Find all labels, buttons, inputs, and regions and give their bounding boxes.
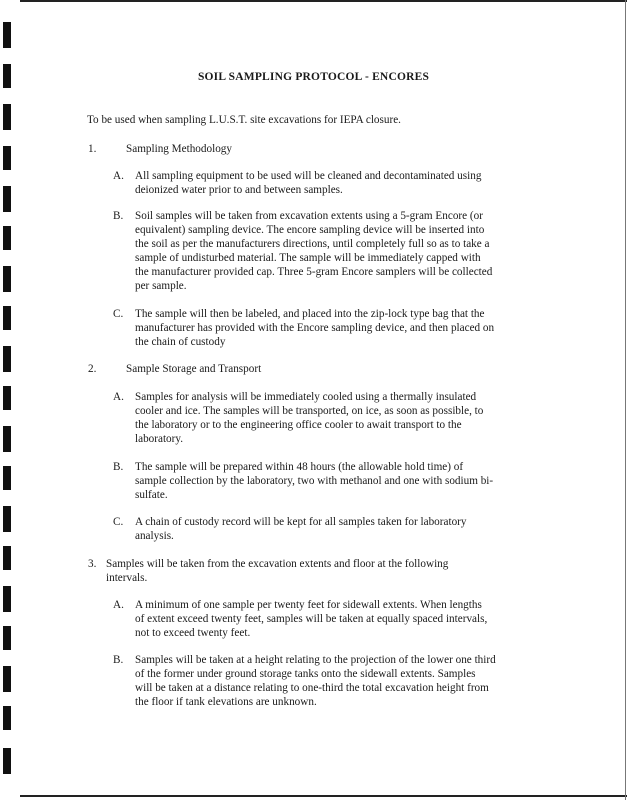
text-line: sulfate. [135, 489, 168, 501]
binder-hole-mark [3, 22, 11, 48]
scan-edge-right [625, 0, 626, 800]
text-line: A chain of custody record will be kept for all samples taken for laboratory [135, 516, 467, 528]
scan-edge-top [20, 0, 627, 2]
text-line: The sample will be prepared within 48 hours (the allowable hold time) of [135, 461, 464, 473]
text-line: Samples will be taken at a height relating to the projection of the lower one third [135, 654, 496, 666]
text-line: the soil as per the manufacturers directions, until completely full so as to take a [135, 238, 490, 250]
binder-hole-mark [3, 426, 11, 452]
binder-hole-mark [3, 346, 11, 372]
text-line: will be taken at a distance relating to one-third the total excavation height from [135, 682, 489, 694]
binder-hole-mark [3, 586, 11, 612]
binder-hole-mark [3, 104, 11, 130]
text-line: the manufacturer provided cap. Three 5-gram Encore samplers will be collected [135, 266, 493, 278]
text-line: sample of undisturbed material. The sample will be immediately capped with [135, 252, 481, 264]
binder-hole-mark [3, 186, 11, 212]
text-line: laboratory. [135, 433, 184, 445]
binder-hole-mark [3, 748, 11, 774]
scan-edge-bottom [20, 795, 627, 797]
binder-hole-mark [3, 506, 11, 532]
text-line: analysis. [135, 530, 174, 542]
text-line: per sample. [135, 280, 187, 292]
text-line: Samples for analysis will be immediately cooled using a thermally insulated [135, 391, 477, 403]
binder-hole-mark [3, 666, 11, 692]
text-line: the chain of custody [135, 336, 226, 348]
text-line: All sampling equipment to be used will be cleaned and decontaminated using [135, 170, 482, 182]
text-line: the floor if tank elevations are unknown. [135, 696, 317, 708]
section-3-item-a-label: A. [113, 599, 124, 611]
text-line: of the former under ground storage tanks onto the sidewall extents. Samples [135, 668, 476, 680]
section-2-item-a-label: A. [113, 391, 124, 403]
binder-hole-mark [3, 706, 11, 730]
section-3-number: 3. [88, 558, 97, 570]
text-line: intervals. [106, 572, 148, 584]
text-line: cooler and ice. The samples will be transported, on ice, as soon as possible, to [135, 405, 484, 417]
text-line: the laboratory or to the engineering office cooler to await transport to the [135, 419, 462, 431]
text-line: deionized water prior to and between samples. [135, 184, 343, 196]
text-line: A minimum of one sample per twenty feet for sidewall extents. When lengths [135, 599, 482, 611]
intro-text: To be used when sampling L.U.S.T. site excavations for IEPA closure. [87, 114, 401, 126]
text-line: not to exceed twenty feet. [135, 627, 251, 639]
document-title: SOIL SAMPLING PROTOCOL - ENCORES [197, 71, 430, 83]
text-line: manufacturer has provided with the Encore sampling device, and then placed on [135, 322, 495, 334]
text-line: equivalent) sampling device. The encore sampling device will be inserted into [135, 224, 485, 236]
text-line: sample collection by the laboratory, two with methanol and one with sodium bi- [135, 475, 494, 487]
section-2-item-c-label: C. [113, 516, 124, 528]
section-2-item-b-label: B. [113, 461, 124, 473]
binder-hole-mark [3, 226, 11, 250]
binder-hole-mark [3, 146, 11, 170]
text-line: Soil samples will be taken from excavation extents using a 5-gram Encore (or [135, 210, 483, 222]
text-line: Samples will be taken from the excavation extents and floor at the following [106, 558, 449, 570]
section-3-item-b-label: B. [113, 654, 124, 666]
section-2-number: 2. [88, 363, 97, 375]
section-1-item-a-label: A. [113, 170, 124, 182]
section-1-heading: Sampling Methodology [126, 143, 232, 155]
section-2-heading: Sample Storage and Transport [126, 363, 262, 375]
binder-hole-mark [3, 466, 11, 490]
section-1-number: 1. [88, 143, 97, 155]
binder-hole-mark [3, 306, 11, 330]
text-line: of extent exceed twenty feet, samples will be taken at equally spaced intervals, [135, 613, 488, 625]
binder-hole-mark [3, 386, 11, 410]
text-line: The sample will then be labeled, and placed into the zip-lock type bag that the [135, 308, 485, 320]
binder-hole-mark [3, 626, 11, 650]
binder-hole-mark [3, 546, 11, 570]
binder-hole-mark [3, 266, 11, 292]
section-1-item-b-label: B. [113, 210, 124, 222]
section-1-item-c-label: C. [113, 308, 124, 320]
